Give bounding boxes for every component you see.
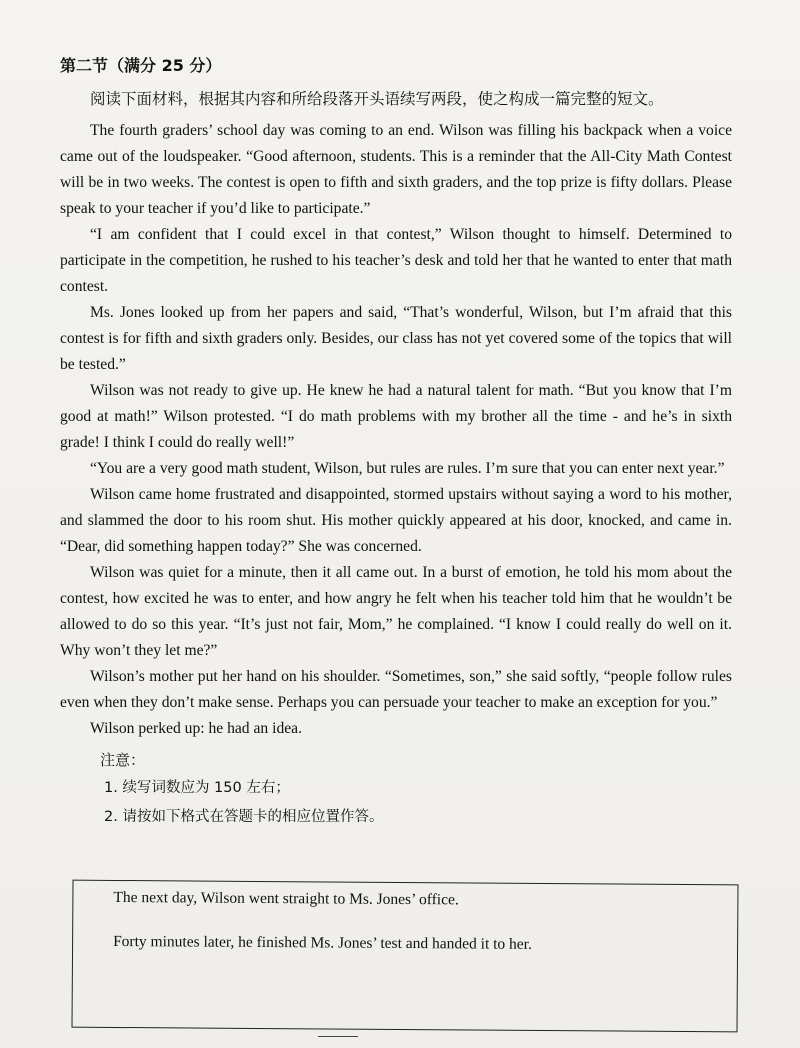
content-area (60, 54, 732, 832)
continuation-opening-2: Forty minutes later, he finished Ms. Jones’ test and handed it to her. (113, 932, 532, 953)
notes-label: 注意： (100, 751, 146, 769)
instruction-text: 阅读下面材料，根据其内容和所给段落开头语续写两段，使之构成一篇完整的短文。 (90, 90, 664, 108)
paragraph: The fourth graders’ school day was coming to an end. Wilson was filling his backpack when a voice came out of the loudspeaker. “Good afternoon, students. This is a reminder that the All-City Math Contest will be in two weeks. The contest is open to fifth and sixth graders, and the top prize is fifty dollars. Please speak to your teacher if you’d like to participate.” (60, 122, 732, 217)
paragraph: Wilson perked up: he had an idea. (90, 720, 302, 737)
notes-list (60, 774, 732, 832)
section-title: 第二节（满分 25 分） (60, 56, 222, 75)
paragraph: Wilson was not ready to give up. He knew he had a natural talent for math. “But you know that I’m good at math!” Wilson protested. “I do math problems with my brother all the time - and he’s in sixth grade! I think I could do really well!” (60, 382, 732, 451)
paragraph: Wilson was quiet for a minute, then it all came out. In a burst of emotion, he told his mom about the contest, how excited he was to enter, and how angry he felt when his teacher told him that he wouldn’t be allowed to do so this year. “It’s just not fair, Mom,” he complained. “I know I could really do well on it. Why won’t they let me?” (60, 564, 732, 659)
paragraph: “You are a very good math student, Wilson, but rules are rules. I’m sure that you can enter next year.” (90, 460, 725, 477)
page-footer-mark (318, 1036, 358, 1047)
paragraph: “I am confident that I could excel in that contest,” Wilson thought to himself. Determined to participate in the competition, he rushed to his teacher’s desk and told her that he wanted to enter that math contest. (60, 226, 732, 295)
note-item: 1. 续写词数应为 150 左右； (104, 780, 290, 796)
continuation-opening-1: The next day, Wilson went straight to Ms. Jones’ office. (113, 888, 459, 909)
paragraph: Ms. Jones looked up from her papers and said, “That’s wonderful, Wilson, but I’m afraid that this contest is for fifth and sixth graders only. Besides, our class has not yet covered some of the topics that will be tested.” (60, 304, 732, 373)
paragraph: Wilson came home frustrated and disappointed, stormed upstairs without saying a word to his mother, and slammed the door to his room shut. His mother quickly appeared at his door, knocked, and came in. “Dear, did something happen today?” She was concerned. (60, 486, 732, 555)
paragraph: Wilson’s mother put her hand on his shoulder. “Sometimes, son,” she said softly, “people follow rules even when they don’t make sense. Perhaps you can persuade your teacher to make an exception for you.” (60, 668, 732, 711)
answer-box (71, 880, 738, 1033)
note-item: 2. 请按如下格式在答题卡的相应位置作答。 (104, 809, 384, 825)
